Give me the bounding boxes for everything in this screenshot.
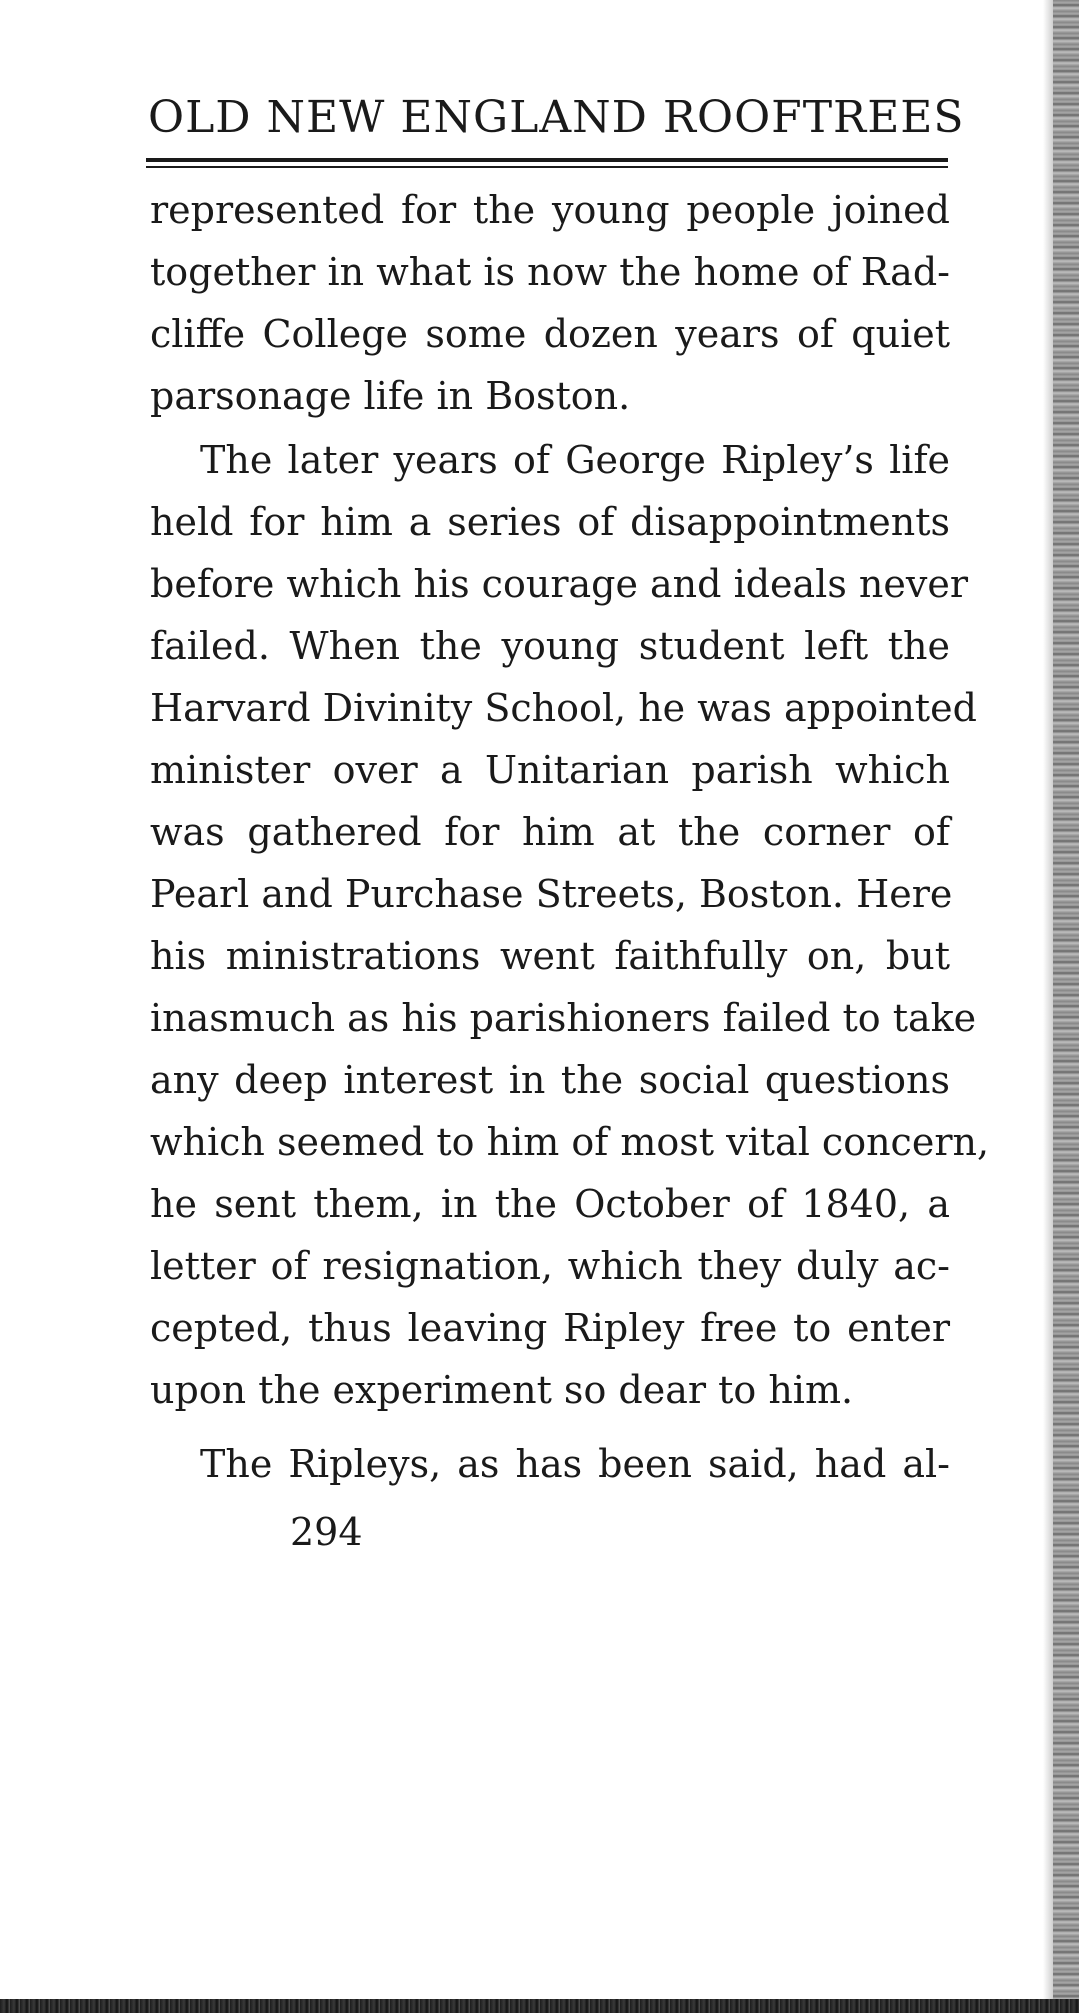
scan-edge-bottom xyxy=(0,1999,1079,2013)
text-line: letter of resignation, which they duly ac- xyxy=(150,1244,950,1288)
text-line: which seemed to him of most vital concern, xyxy=(150,1120,990,1164)
header-rule-thick xyxy=(146,158,948,162)
text-line: any deep interest in the social questions xyxy=(150,1058,950,1102)
text-line: inasmuch as his parishioners failed to take xyxy=(150,996,977,1040)
text-line: Harvard Divinity School, he was appointed xyxy=(150,686,977,730)
text-line: parsonage life in Boston. xyxy=(150,374,631,418)
header-rule-thin xyxy=(146,166,948,168)
scan-edge-shadow xyxy=(1043,0,1053,2013)
text-line: together in what is now the home of Rad- xyxy=(150,250,950,294)
text-line: minister over a Unitarian parish which xyxy=(150,748,950,792)
text-line: was gathered for him at the corner of xyxy=(150,810,950,854)
text-line: The later years of George Ripley’s life xyxy=(200,438,950,482)
text-line: Pearl and Purchase Streets, Boston. Here xyxy=(150,872,953,916)
text-line: represented for the young people joined xyxy=(150,188,950,232)
running-head: OLD NEW ENGLAND ROOFTREES xyxy=(148,92,965,143)
text-line: his ministrations went faithfully on, but xyxy=(150,934,950,978)
text-line: upon the experiment so dear to him. xyxy=(150,1368,854,1412)
page-number: 294 xyxy=(290,1510,363,1554)
text-line: held for him a series of disappointments xyxy=(150,500,950,544)
scan-edge-right xyxy=(1053,0,1079,2013)
text-line: before which his courage and ideals never xyxy=(150,562,969,606)
text-line: cepted, thus leaving Ripley free to enter xyxy=(150,1306,950,1350)
text-line: failed. When the young student left the xyxy=(150,624,950,668)
text-line: he sent them, in the October of 1840, a xyxy=(150,1182,950,1226)
text-line: cliffe College some dozen years of quiet xyxy=(150,312,950,356)
text-line: The Ripleys, as has been said, had al- xyxy=(200,1442,950,1486)
